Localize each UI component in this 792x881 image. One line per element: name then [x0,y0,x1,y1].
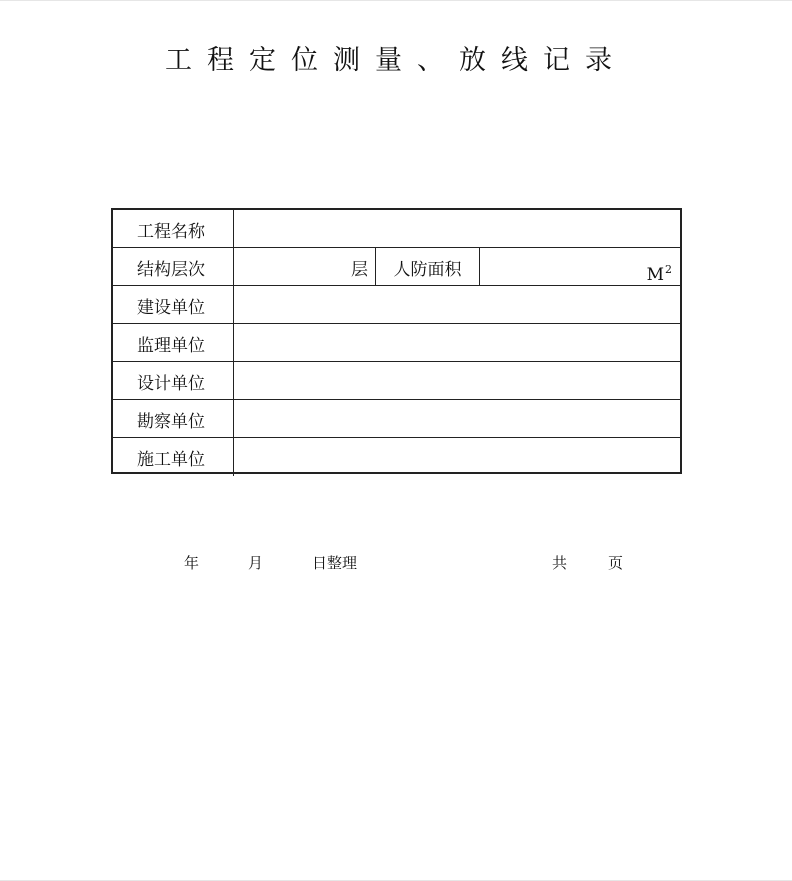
design-unit-label: 设计单位 [113,362,234,399]
footer-day-compiled-label: 日整理 [312,554,358,572]
contractor-unit-field[interactable] [234,438,680,476]
structure-floors-label: 结构层次 [113,248,234,285]
form-row-design-unit [113,362,680,400]
floor-count-field[interactable] [234,248,376,285]
form-row-survey-unit [113,400,680,438]
footer-page-label: 页 [608,554,624,572]
project-name-field[interactable] [234,210,680,247]
floor-unit-label: 层 [351,260,368,280]
footer-total-label: 共 [552,554,568,572]
project-info-form [111,208,682,474]
footer-date-pages [0,552,792,574]
design-unit-field[interactable] [234,362,680,399]
construction-unit-label: 建设单位 [113,286,234,323]
civil-defense-area-label: 人防面积 [376,248,480,285]
contractor-unit-label: 施工单位 [113,438,234,476]
area-unit-superscript: 2 [665,263,672,276]
page-title: 工程定位测量、放线记录 [165,45,627,76]
supervision-unit-field[interactable] [234,324,680,361]
form-row-supervision-unit [113,324,680,362]
footer-month-label: 月 [248,554,264,572]
area-unit-label: M [646,265,664,285]
footer-year-label: 年 [184,554,200,572]
survey-unit-field[interactable] [234,400,680,437]
form-row-project-name [113,210,680,248]
supervision-unit-label: 监理单位 [113,324,234,361]
survey-unit-label: 勘察单位 [113,400,234,437]
form-row-structure-floors [113,248,680,286]
project-name-label: 工程名称 [113,210,234,247]
form-row-contractor-unit [113,438,680,476]
form-row-construction-unit [113,286,680,324]
construction-unit-field[interactable] [234,286,680,323]
civil-defense-area-field[interactable] [480,248,680,285]
top-border-line [0,0,792,1]
